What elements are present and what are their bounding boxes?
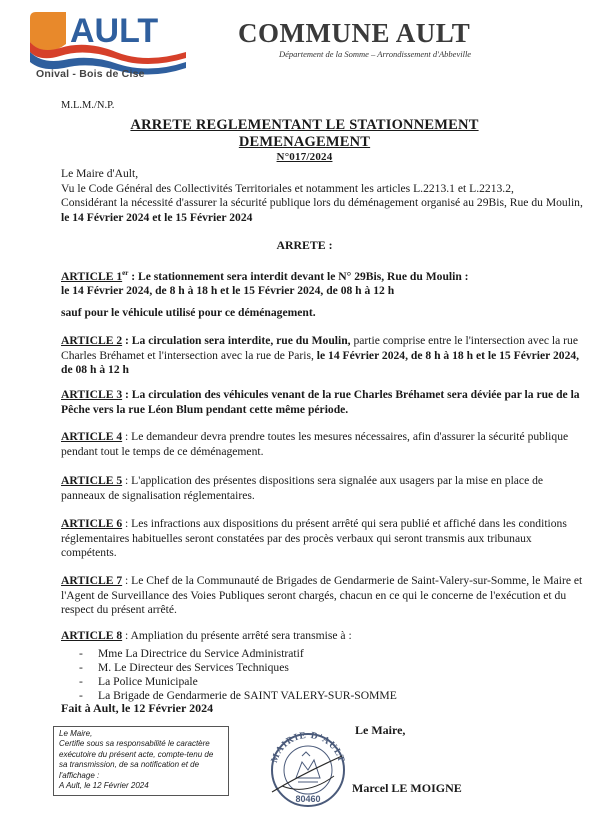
logo-text: AULT: [70, 12, 159, 50]
stamp-postcode: 80460: [295, 794, 321, 804]
list-item: - La Brigade de Gendarmerie de SAINT VALERY-SUR-SOMME: [61, 689, 583, 703]
certification-line3: A Ault, le 12 Février 2024: [59, 781, 149, 791]
article-5-text: : L'application des présentes dispositions sera signalée aux usagers par la mise en place de panneaux de signalisation réglementaires.: [61, 474, 544, 502]
recipient-list: [61, 647, 583, 704]
article-7: [61, 574, 583, 618]
stamp-text: MAIRIE D'AULT: [269, 730, 347, 765]
article-2: [61, 334, 583, 378]
article-8: [61, 629, 583, 703]
article-7-text: : Le Chef de la Communauté de Brigades de Gendarmerie de Saint-Valery-sur-Somme, le Maire et l'Agent de Surveillance des Voies Publiques seront chargés, chacun en ce qui le concerne de l'exécution et du respect du présent arrêté.: [61, 574, 583, 617]
article-1-sup: er: [122, 269, 129, 277]
mairie-stamp: [262, 726, 354, 810]
arrete-heading: ARRETE :: [276, 238, 333, 252]
article-6: [61, 517, 583, 561]
article-4: [61, 430, 583, 459]
article-5: [61, 474, 583, 503]
list-item: - Mme La Directrice du Service Administratif: [61, 647, 583, 661]
article-4-text: : Le demandeur devra prendre toutes les mesures nécessaires, afin d'assurer la sécurité publique pendant tout le temps de ce déménagement.: [61, 430, 569, 458]
article-1: [61, 266, 583, 299]
article-3: [61, 388, 583, 417]
list-item: - La Police Municipale: [61, 675, 583, 689]
preamble: [61, 167, 583, 225]
logo-subtitle: Onival - Bois de Cise: [36, 68, 145, 80]
article-6-label: ARTICLE 6: [61, 517, 123, 530]
article-3-text: : La circulation des véhicules venant de la rue Charles Bréhamet sera déviée par la rue de la Pêche vers la rue Léon Blum pendant cette même période.: [61, 388, 580, 416]
document-title-line1: ARRETE REGLEMENTANT LE STATIONNEMENT: [130, 117, 479, 133]
document-title-line2: DEMENAGEMENT: [238, 134, 371, 150]
article-5-label: ARTICLE 5: [61, 474, 123, 487]
article-4-label: ARTICLE 4: [61, 430, 123, 443]
preamble-vu: Vu le Code Général des Collectivités Territoriales et notamment les articles L.2213.1 et L.2213.2,: [61, 181, 514, 195]
signatory-name: Marcel LE MOIGNE: [352, 781, 462, 795]
article-8-text: : Ampliation du présente arrêté sera transmise à :: [122, 629, 352, 642]
list-item: - M. Le Directeur des Services Techniques: [61, 661, 583, 675]
considerant-text: Considérant la nécessité d'assurer la sécurité publique lors du déménagement organisé au 29Bis, Rue du Moulin,: [61, 196, 583, 210]
article-3-label: ARTICLE 3: [61, 388, 123, 401]
preamble-considerant: [61, 196, 583, 225]
certification-box: [53, 726, 229, 796]
article-1-text3: sauf pour le véhicule utilisé pour ce déménagement.: [61, 306, 316, 319]
article-2-text: partie comprise entre le l'intersection avec la rue Charles Bréhamet et l'intersection avec la rue de Paris,: [61, 334, 578, 362]
article-1-label: ARTICLE 1: [61, 269, 123, 283]
signature-title: Le Maire,: [355, 723, 406, 737]
article-1-text2: le 14 Février 2024, de 8 h à 18 h et le 15 Février 2024, de 08 h à 12 h: [61, 284, 395, 298]
certification-line2: Certifie sous sa responsabilité le caractère exécutoire du présent acte, compte-tenu de sa transmission, de sa notification et de l'affichage :: [59, 739, 214, 780]
article-2-label: ARTICLE 2: [61, 334, 123, 347]
preamble-maire: Le Maire d'Ault,: [61, 167, 139, 180]
considerant-dates: le 14 Février 2024 et le 15 Février 2024: [61, 210, 253, 224]
article-2-bold1: : La circulation sera interdite, rue du Moulin,: [122, 334, 351, 347]
article-8-label: ARTICLE 8: [61, 629, 123, 642]
fait-a-ault: Fait à Ault, le 12 Février 2024: [61, 701, 214, 715]
certification-line1: Le Maire,: [59, 729, 93, 738]
article-6-text: : Les infractions aux dispositions du présent arrêté qui sera publié et affiché dans les conditions réglementaires habituelles seront constatées par des procès verbaux qui seront transmis aux tribunaux compétents.: [61, 517, 567, 560]
article-1-text1: : Le stationnement sera interdit devant le N° 29Bis, Rue du Moulin :: [128, 269, 469, 283]
article-2-bold2: le 14 Février 2024, de 8 h à 18 h et le 15 Février 2024, de 08 h à 12 h: [61, 348, 580, 377]
article-1-exception: [61, 306, 583, 321]
article-7-label: ARTICLE 7: [61, 574, 123, 587]
document-reference: M.L.M./N.P.: [61, 100, 115, 111]
commune-name: COMMUNE AULT: [238, 18, 471, 48]
department-line: Département de la Somme – Arrondissement d'Abbeville: [279, 49, 472, 59]
document-number: N°017/2024: [276, 151, 333, 163]
